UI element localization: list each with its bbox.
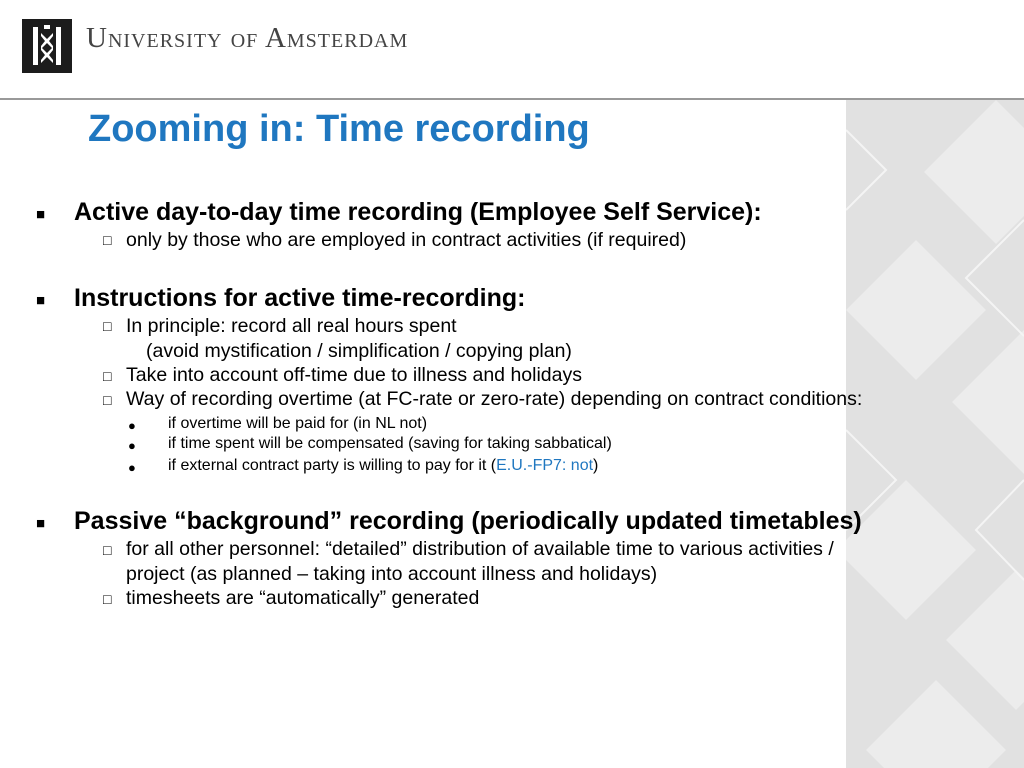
section-heading: Passive “background” recording (periodically updated timetables): [74, 507, 862, 535]
university-of-amsterdam-crest-icon: [22, 19, 72, 73]
eu-fp7-link[interactable]: E.U.-FP7: not: [496, 457, 594, 474]
decorative-side-panel: [846, 100, 1024, 768]
sub-list-item: if time spent will be compensated (saving for taking sabbatical): [168, 435, 612, 452]
diamond-pattern-decoration: [846, 100, 1024, 768]
slide-title: Zooming in: Time recording: [88, 108, 590, 150]
bullet-level3: ●: [128, 418, 136, 433]
university-logo: [22, 19, 72, 73]
section-heading: Instructions for active time-recording:: [74, 284, 526, 312]
list-item: only by those who are employed in contract activities (if required): [126, 229, 687, 251]
sub-list-item-text: if external contract party is willing to pay for it (: [168, 457, 497, 474]
bullet-level3: ●: [128, 438, 136, 453]
list-item: for all other personnel: “detailed” distribution of available time to various activities /: [126, 538, 834, 560]
list-item: In principle: record all real hours spent: [126, 315, 457, 337]
list-item-continuation: (avoid mystification / simplification / copying plan): [146, 340, 572, 362]
bullet-level2: □: [103, 392, 112, 408]
bullet-level2: □: [103, 591, 112, 607]
bullet-level1: ■: [36, 206, 46, 223]
bullet-level2: □: [103, 232, 112, 248]
bullet-level1: ■: [36, 292, 46, 309]
bullet-level2: □: [103, 542, 112, 558]
list-item: Take into account off-time due to illness and holidays: [126, 364, 582, 386]
list-item-continuation: project (as planned – taking into account illness and holidays): [126, 563, 658, 585]
institution-name: University of Amsterdam: [86, 22, 409, 54]
list-item: Way of recording overtime (at FC-rate or zero-rate) depending on contract conditions:: [126, 388, 863, 410]
bullet-level1: ■: [36, 515, 46, 532]
sub-list-item: if overtime will be paid for (in NL not): [168, 415, 428, 432]
list-item: timesheets are “automatically” generated: [126, 587, 480, 609]
sub-list-item: [168, 457, 598, 475]
bullet-level2: □: [103, 318, 112, 334]
bullet-level3: ●: [128, 460, 136, 475]
bullet-level2: □: [103, 368, 112, 384]
section-heading: Active day-to-day time recording (Employee Self Service):: [74, 198, 762, 226]
sub-list-item-suffix: ): [593, 457, 599, 474]
